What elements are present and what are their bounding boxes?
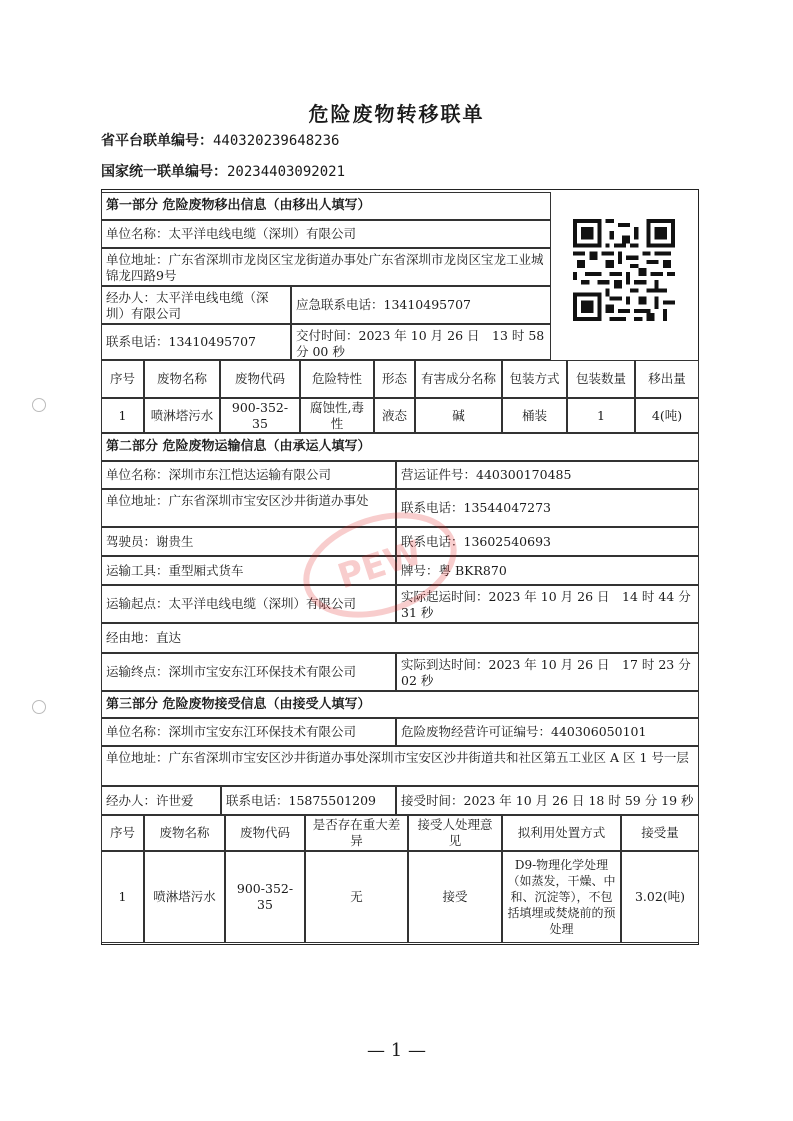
part1-handler: 经办人：太平洋电线电缆（深圳）有限公司	[101, 286, 291, 324]
p1-row-hazard: 腐蚀性,毒性	[300, 398, 374, 433]
p3-col-disposal: 拟利用处置方式	[502, 815, 621, 851]
part2-driver: 驾驶员：谢贵生	[101, 527, 396, 556]
p3-col-name: 废物名称	[144, 815, 225, 851]
provincial-number-value: 440320239648236	[213, 133, 340, 149]
national-number-value: 20234403092021	[227, 164, 346, 180]
part2-vehicle: 运输工具：重型厢式货车	[101, 556, 396, 585]
p1-row-packing: 桶装	[502, 398, 567, 433]
p3-row-amount: 3.02(吨)	[621, 851, 699, 943]
part2-unit-name: 单位名称：深圳市东江恺达运输有限公司	[101, 461, 396, 489]
part2-actual-arrival: 实际到达时间：2023 年 10 月 26 日 17 时 23 分 02 秒	[396, 653, 699, 691]
part3-unit-address: 单位地址：广东省深圳市宝安区沙井街道办事处深圳市宝安区沙井街道共和社区第五工业区 A 区 1 号一层	[101, 746, 699, 786]
p1-col-pack-qty: 包装数量	[567, 360, 635, 398]
p3-col-amount: 接受量	[621, 815, 699, 851]
p3-row-disposal: D9-物理化学处理（如蒸发，干燥、中和、沉淀等），不包括填埋或焚烧前的预处理	[502, 851, 621, 943]
p1-row-seq: 1	[101, 398, 144, 433]
p3-row-name: 喷淋塔污水	[144, 851, 225, 943]
p1-row-harmful: 碱	[415, 398, 502, 433]
p3-row-discrepancy: 无	[305, 851, 408, 943]
stamp-text: PEW	[333, 532, 427, 598]
part1-unit-address: 单位地址：广东省深圳市龙岗区宝龙街道办事处广东省深圳市龙岗区宝龙工业城锦龙四路9号	[101, 248, 551, 286]
p1-col-amount: 移出量	[635, 360, 699, 398]
provincial-number-line	[101, 130, 339, 150]
p1-col-name: 废物名称	[144, 360, 220, 398]
p3-row-code: 900-352-35	[225, 851, 305, 943]
national-number-line	[101, 161, 345, 181]
page-number: — 1 —	[367, 1040, 426, 1061]
part2-destination: 运输终点：深圳市宝安东江环保技术有限公司	[101, 653, 396, 691]
part2-license-no: 营运证件号：440300170485	[396, 461, 699, 489]
p1-row-form: 液态	[374, 398, 415, 433]
p3-col-discrepancy: 是否存在重大差异	[305, 815, 408, 851]
punch-hole-icon	[32, 700, 46, 714]
part2-driver-phone: 联系电话：13602540693	[396, 527, 699, 556]
p1-row-pack-qty: 1	[567, 398, 635, 433]
part3-unit-name: 单位名称：深圳市宝安东江环保技术有限公司	[101, 718, 396, 746]
part2-heading: 第二部分 危险废物运输信息（由承运人填写）	[101, 433, 699, 461]
part2-origin: 运输起点：太平洋电线电缆（深圳）有限公司	[101, 585, 396, 623]
p3-col-seq: 序号	[101, 815, 144, 851]
part2-actual-departure: 实际起运时间：2023 年 10 月 26 日 14 时 44 分 31 秒	[396, 585, 699, 623]
p3-row-seq: 1	[101, 851, 144, 943]
p3-col-code: 废物代码	[225, 815, 305, 851]
p1-col-form: 形态	[374, 360, 415, 398]
part3-contact-phone: 联系电话：15875501209	[221, 786, 396, 815]
part2-contact-phone: 联系电话：13544047273	[396, 489, 699, 527]
part2-plate: 牌号：粤 BKR870	[396, 556, 699, 585]
p3-col-opinion: 接受人处理意见	[408, 815, 502, 851]
part1-contact-phone: 联系电话：13410495707	[101, 324, 291, 360]
p1-col-code: 废物代码	[220, 360, 300, 398]
punch-hole-icon	[32, 398, 46, 412]
p1-row-code: 900-352-35	[220, 398, 300, 433]
part2-via: 经由地：直达	[101, 623, 699, 653]
part3-handler: 经办人：许世爱	[101, 786, 221, 815]
part3-heading: 第三部分 危险废物接受信息（由接受人填写）	[101, 691, 699, 718]
p1-col-seq: 序号	[101, 360, 144, 398]
document-title: 危险废物转移联单	[308, 102, 485, 126]
p1-col-hazard: 危险特性	[300, 360, 374, 398]
part1-unit-name: 单位名称：太平洋电线电缆（深圳）有限公司	[101, 220, 551, 248]
part2-unit-address: 单位地址：广东省深圳市宝安区沙井街道办事处	[101, 489, 396, 527]
part1-handover-time: 交付时间：2023 年 10 月 26 日 13 时 58 分 00 秒	[291, 324, 551, 360]
p1-col-harmful: 有害成分名称	[415, 360, 502, 398]
p1-row-amount: 4(吨)	[635, 398, 699, 433]
part1-emergency-phone: 应急联系电话：13410495707	[291, 286, 551, 324]
provincial-number-label: 省平台联单编号：	[101, 133, 213, 149]
part3-receive-time: 接受时间：2023 年 10 月 26 日 18 时 59 分 19 秒	[396, 786, 699, 815]
part3-permit-no: 危险废物经营许可证编号：440306050101	[396, 718, 699, 746]
p1-col-packing: 包装方式	[502, 360, 567, 398]
p1-row-name: 喷淋塔污水	[144, 398, 220, 433]
national-number-label: 国家统一联单编号：	[101, 164, 227, 180]
part1-heading: 第一部分 危险废物移出信息（由移出人填写）	[101, 192, 551, 220]
p3-row-opinion: 接受	[408, 851, 502, 943]
